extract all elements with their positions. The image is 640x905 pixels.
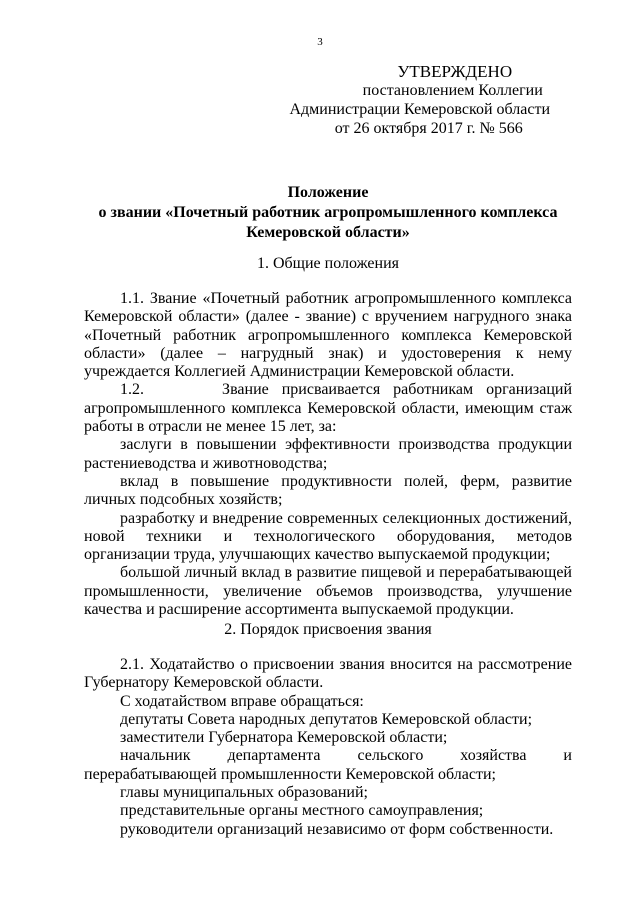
title-line: Положение — [287, 184, 369, 201]
paragraph: вклад в повышение продуктивности полей, ферм, развитие личных подсобных хозяйств; — [84, 472, 572, 509]
paragraph: заместители Губернатора Кемеровской области; — [120, 729, 448, 747]
page-number: 3 — [317, 36, 323, 48]
paragraph: 1.1. Звание «Почетный работник агропромышленного комплекса Кемеровской области» (далее - звание) с вручением нагрудного знака «Почетный работник агропромышленного комплекса Кемеровской области» (далее – нагрудный знак) и удостоверения к нему учреждается Коллегией Администрации Кемеровской области. — [84, 290, 572, 381]
paragraph: большой личный вклад в развитие пищевой и перерабатывающей промышленности, увеличение объемов производства, улучшение качества и расширение ассортимента выпускаемой продукции. — [84, 564, 572, 619]
approval-line: постановлением Коллегии — [362, 82, 543, 99]
section-1-body — [84, 290, 572, 619]
paragraph: главы муниципальных образований; — [120, 784, 368, 802]
section-1-heading: 1. Общие положения — [256, 255, 400, 272]
approval-line: Администрации Кемеровской области — [289, 101, 550, 118]
paragraph: 1.2. Звание присваивается работникам организаций агропромышленного комплекса Кемеровской области, имеющим стаж работы в отрасли не менее 15 лет, за: — [84, 381, 572, 436]
paragraph: руководители организаций независимо от форм собственности. — [120, 820, 554, 838]
paragraph: представительные органы местного самоуправления; — [120, 802, 484, 820]
document-title — [84, 183, 572, 243]
section-2-heading: 2. Порядок присвоения звания — [224, 621, 432, 638]
title-line: о звании «Почетный работник агропромышленного комплекса — [98, 204, 558, 221]
section-2-body — [84, 656, 572, 839]
paragraph: 2.1. Ходатайство о присвоении звания вносится на рассмотрение Губернатору Кемеровской области. — [84, 656, 572, 692]
paragraph: депутаты Совета народных депутатов Кемеровской области; — [120, 710, 533, 728]
paragraph: начальник департамента сельского хозяйства и перерабатывающей промышленности Кемеровской области; — [84, 747, 572, 783]
approval-line: от 26 октября 2017 г. № 566 — [334, 120, 523, 137]
paragraph: разработку и внедрение современных селекционных достижений, новой техники и технологического оборудования, методов организации труда, улучшающих качество выпускаемой продукции; — [84, 509, 572, 564]
approval-line: УТВЕРЖДЕНО — [397, 62, 513, 81]
title-line: Кемеровской области» — [246, 224, 410, 241]
paragraph: С ходатайством вправе обращаться: — [120, 692, 364, 710]
paragraph: заслуги в повышении эффективности производства продукции растениеводства и животноводства; — [84, 436, 572, 472]
approval-stamp — [289, 62, 550, 138]
